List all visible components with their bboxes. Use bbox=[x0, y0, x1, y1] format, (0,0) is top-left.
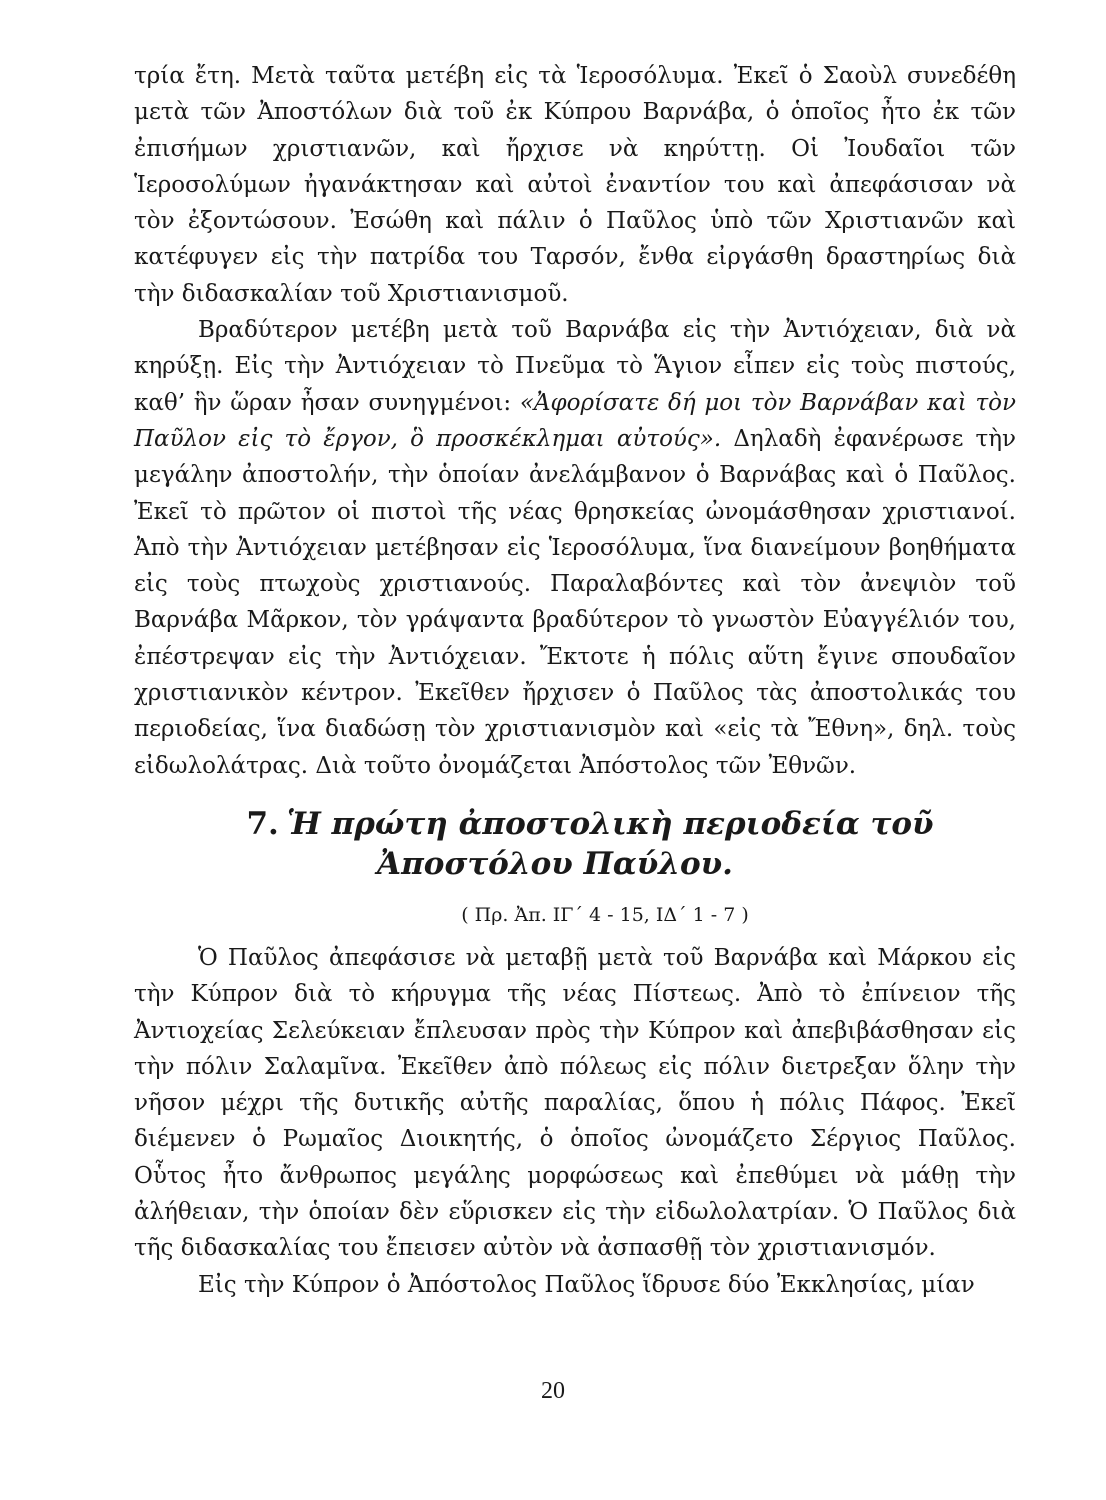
paragraph-2-body: Δηλαδὴ ἐφανέρωσε τὴν μεγάλην ἀποστολήν, τὴν ὁποίαν ἀνελάμβανον ὁ Βαρνάβας καὶ ὁ Παῦλος. Ἐκεῖ τὸ πρῶτον οἱ πιστοὶ τῆς νέας θρησκείας ὠνομάσθησαν χριστιανοί. Ἀπὸ τὴν Ἀντιόχειαν μετέβησαν εἰς Ἱεροσόλυμα, ἵνα διανείμουν βοηθήματα εἰς τοὺς πτωχοὺς χριστιανούς. Παραλαβόντες καὶ τὸν ἀνεψιὸν τοῦ Βαρνάβα Μᾶρκον, τὸν γράψαντα βραδύτερον τὸ γνωστὸν Εὐαγγέλιόν του, ἐπέστρεψαν εἰς τὴν Ἀντιόχειαν. Ἔκτοτε ἡ πόλις αὕτη ἔγινε σπουδαῖον χριστιανικὸν κέντρον. Ἐκεῖθεν ἤρχισεν ὁ Παῦλος τὰς ἀποστολικάς του περιοδείας, ἵνα διαδώσῃ τὸν χριστιανισμὸν καὶ «εἰς τὰ Ἔθνη», δηλ. τοὺς εἰδωλολάτρας. Διὰ τοῦτο ὀνομάζεται Ἀπόστολος τῶν Ἐθνῶν. bbox=[134, 425, 1017, 779]
page-number: 20 bbox=[541, 1378, 565, 1404]
paragraph-1: τρία ἔτη. Μετὰ ταῦτα μετέβη εἰς τὰ Ἱεροσόλυμα. Ἐκεῖ ὁ Σαοὺλ συνεδέθη μετὰ τῶν Ἀποστόλων διὰ τοῦ ἐκ Κύπρου Βαρνάβα, ὁ ὁποῖος ἦτο ἐκ τῶν ἐπισήμων χριστιανῶν, καὶ ἤρχισε νὰ κηρύττῃ. Οἱ Ἰουδαῖοι τῶν Ἱεροσολύμων ἠγανάκτησαν καὶ αὐτοὶ ἐναντίον του καὶ ἀπεφάσισαν νὰ τὸν ἐξοντώσουν. Ἐσώθη καὶ πάλιν ὁ Παῦλος ὑπὸ τῶν Χριστιανῶν καὶ κατέφυγεν εἰς τὴν πατρίδα του Ταρσόν, ἔνθα εἰργάσθη δραστηρίως διὰ τὴν διδασκαλίαν τοῦ Χριστιανισμοῦ. bbox=[134, 63, 1016, 307]
scripture-quote: «Ἀφορίσατε δή μοι τὸν Βαρνάβαν καὶ τὸν Παῦλον εἰς τὸ ἔργον, ὃ προσκέκλημαι αὐτούς». bbox=[134, 389, 1016, 452]
section-heading-line-1 bbox=[134, 804, 1016, 844]
section-title-line-1: Ἡ πρώτη ἀποστολικὴ περιοδεία τοῦ bbox=[286, 805, 934, 842]
section-heading bbox=[134, 804, 1016, 884]
section-title-line-2: Ἀποστόλου Παύλου. bbox=[377, 845, 733, 882]
paragraph-2-intro: Βραδύτερον μετέβη μετὰ τοῦ Βαρνάβα εἰς τὴν Ἀντιόχειαν, διὰ νὰ κηρύξῃ. Εἰς τὴν Ἀντιόχειαν τὸ Πνεῦμα τὸ Ἅγιον εἶπεν εἰς τοὺς πιστούς, καθ’ ἣν ὥραν ἦσαν συνηγμένοι: bbox=[134, 317, 1016, 416]
scripture-reference: ( Πρ. Ἀπ. ΙΓ΄ 4 - 15, ΙΔ΄ 1 - 7 ) bbox=[461, 903, 749, 926]
section-number: 7. bbox=[246, 805, 279, 842]
paragraph-4: Εἰς τὴν Κύπρον ὁ Ἀπόστολος Παῦλος ἵδρυσε δύο Ἐκκλησίας, μίαν bbox=[198, 1271, 975, 1298]
paragraph-3: Ὁ Παῦλος ἀπεφάσισε νὰ μεταβῇ μετὰ τοῦ Βαρνάβα καὶ Μάρκου εἰς τὴν Κύπρον διὰ τὸ κήρυγμα τῆς νέας Πίστεως. Ἀπὸ τὸ ἐπίνειον τῆς Ἀντιοχείας Σελεύκειαν ἔπλευσαν πρὸς τὴν Κύπρον καὶ ἀπεβιβάσθησαν εἰς τὴν πόλιν Σαλαμῖνα. Ἐκεῖθεν ἀπὸ πόλεως εἰς πόλιν διετρεξαν ὅλην τὴν νῆσον μέχρι τῆς δυτικῆς αὐτῆς παραλίας, ὅπου ἡ πόλις Πάφος. Ἐκεῖ διέμενεν ὁ Ρωμαῖος Διοικητής, ὁ ὁποῖος ὠνομάζετο Σέργιος Παῦλος. Οὗτος ἦτο ἄνθρωπος μεγάλης μορφώσεως καὶ ἐπεθύμει νὰ μάθῃ τὴν ἀλήθειαν, τὴν ὁποίαν δὲν εὕρισκεν εἰς τὴν εἰδωλολατρίαν. Ὁ Παῦλος διὰ τῆς διδασκαλίας του ἔπεισεν αὐτὸν νὰ ἀσπασθῇ τὸν χριστιανισμόν. bbox=[134, 944, 1016, 1262]
paragraph-2 bbox=[134, 312, 1016, 784]
page-content bbox=[134, 58, 1016, 1303]
